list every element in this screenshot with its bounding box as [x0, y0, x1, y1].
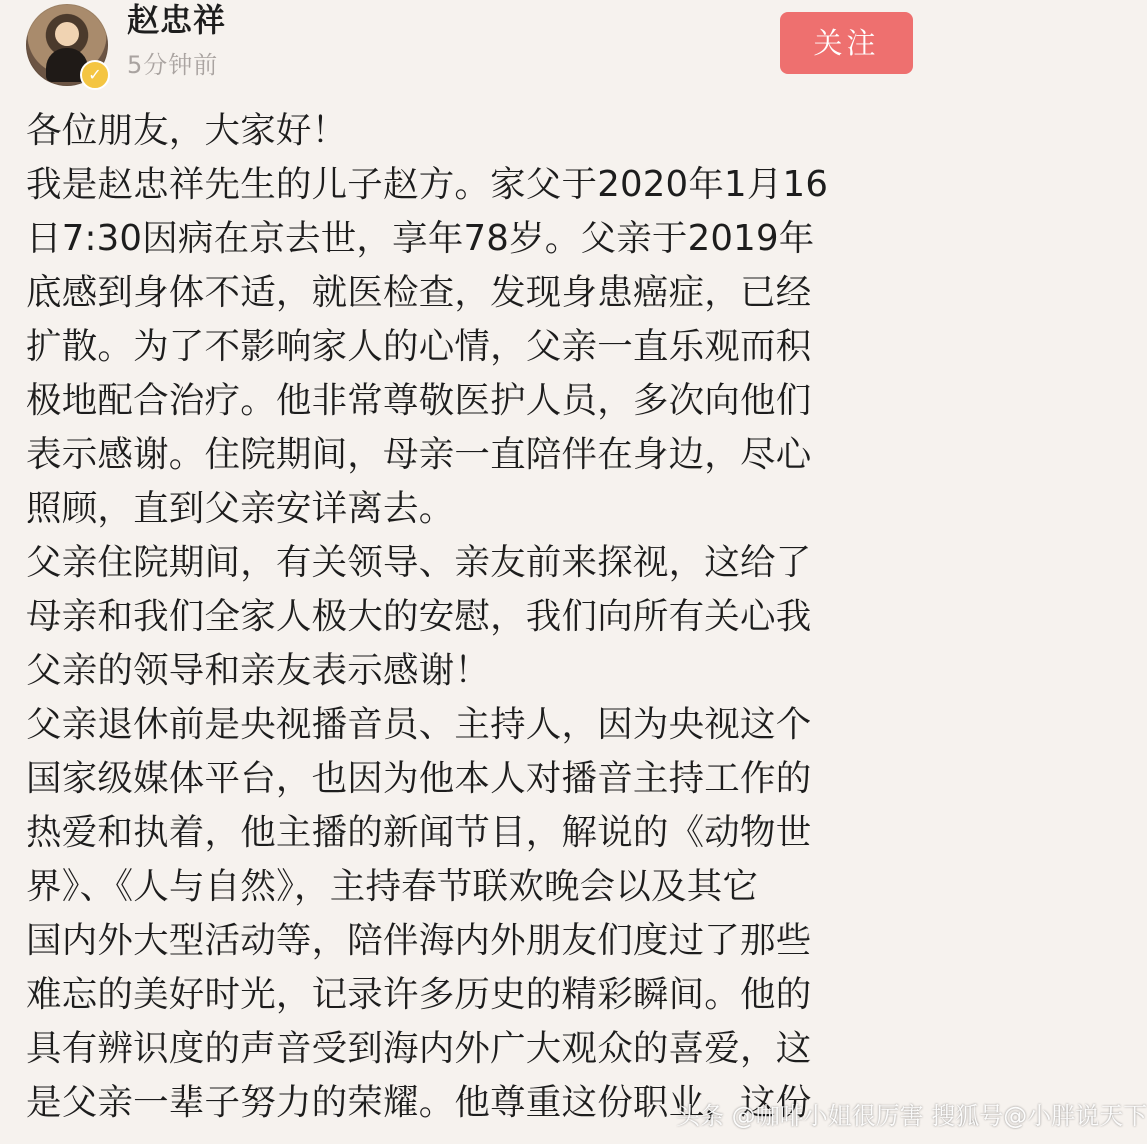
post-line-16: 国内外大型活动等，陪伴海内外朋友们度过了那些 — [26, 920, 812, 961]
post-line-14: 热爱和执着，他主播的新闻节目，解说的《动物世 — [26, 812, 812, 853]
post-body — [26, 104, 926, 1130]
post-line-17: 难忘的美好时光，记录许多历史的精彩瞬间。他的 — [26, 974, 812, 1015]
follow-button[interactable]: 关注 — [780, 12, 913, 74]
post-header — [0, 0, 960, 100]
post-line-19: 是父亲一辈子努力的荣耀。他尊重这份职业，这份 — [26, 1082, 812, 1123]
post-line-9: 父亲住院期间，有关领导、亲友前来探视，这给了 — [26, 542, 812, 583]
post-line-10: 母亲和我们全家人极大的安慰，我们向所有关心我 — [26, 596, 812, 637]
image-watermark: 头条 @咖啡小姐很厉害 搜狐号@小胖说天下 — [676, 1102, 1147, 1130]
post-timestamp: 5分钟前 — [127, 51, 219, 79]
post-line-15: 界》、《人与自然》，主持春节联欢晚会以及其它 — [26, 866, 759, 907]
post-line-5: 扩散。为了不影响家人的心情，父亲一直乐观而积 — [26, 326, 812, 367]
post-line-18: 具有辨识度的声音受到海内外广大观众的喜爱，这 — [26, 1028, 812, 1069]
author-name[interactable]: 赵忠祥 — [127, 1, 227, 39]
post-line-1: 各位朋友，大家好！ — [26, 110, 348, 151]
post-line-7: 表示感谢。住院期间，母亲一直陪伴在身边，尽心 — [26, 434, 812, 475]
post-line-6: 极地配合治疗。他非常尊敬医护人员，多次向他们 — [26, 380, 812, 421]
post-line-4: 底感到身体不适，就医检查，发现身患癌症，已经 — [26, 272, 812, 313]
verified-check-icon: ✓ — [80, 60, 110, 90]
post-line-12: 父亲退休前是央视播音员、主持人，因为央视这个 — [26, 704, 812, 745]
post-line-2: 我是赵忠祥先生的儿子赵方。家父于2020年1月16 — [26, 164, 829, 205]
post-line-13: 国家级媒体平台，也因为他本人对播音主持工作的 — [26, 758, 812, 799]
post-line-11: 父亲的领导和亲友表示感谢！ — [26, 650, 491, 691]
post-line-3: 日7:30因病在京去世，享年78岁。父亲于2019年 — [26, 218, 815, 259]
post-line-8: 照顾，直到父亲安详离去。 — [26, 488, 455, 529]
